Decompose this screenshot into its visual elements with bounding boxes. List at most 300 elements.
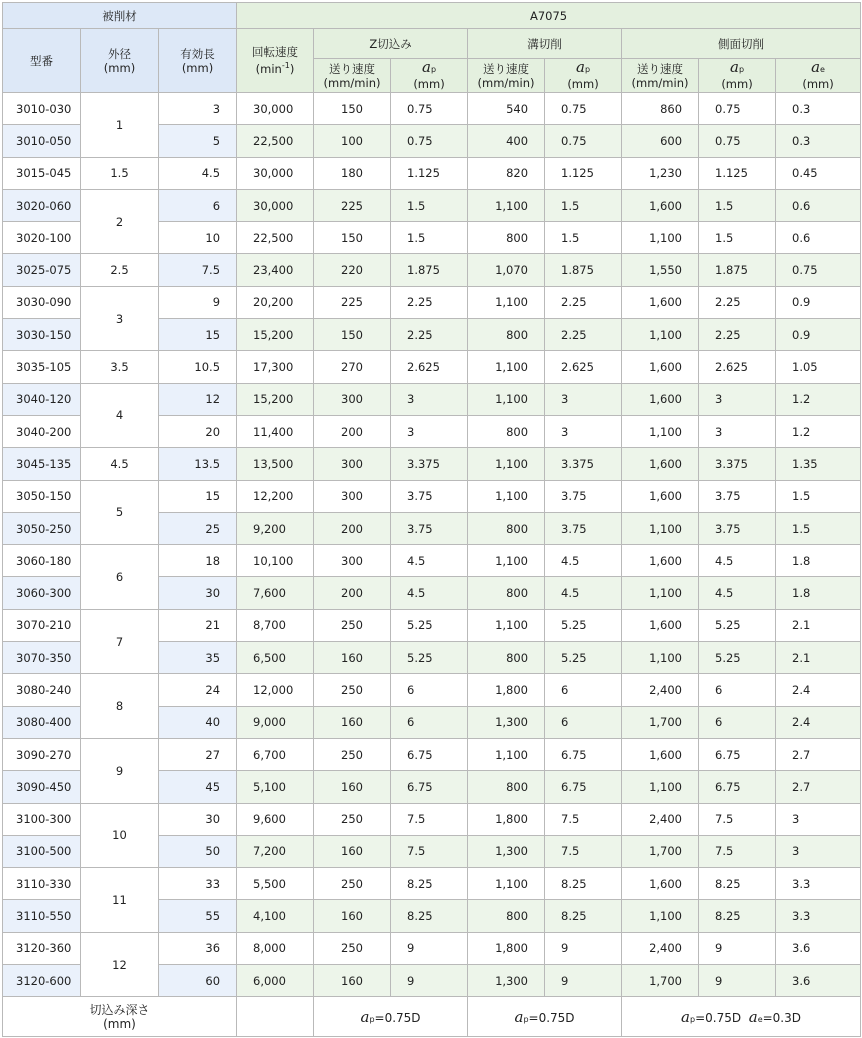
groove-feed-cell: 820 (468, 157, 545, 189)
diameter-cell: 5 (81, 480, 159, 545)
depth-z-formula: ap=0.75D (314, 997, 468, 1037)
side-ae-cell: 1.8 (776, 545, 861, 577)
model-cell: 3090-270 (3, 738, 81, 770)
side-ae-cell: 3.3 (776, 900, 861, 932)
z-feed-cell: 150 (314, 319, 391, 351)
groove-feed-cell: 1,300 (468, 835, 545, 867)
model-cell: 3120-600 (3, 965, 81, 997)
length-cell: 36 (159, 932, 237, 964)
z-ap-cell: 0.75 (391, 93, 468, 125)
groove-feed-cell: 1,100 (468, 868, 545, 900)
table-row (3, 868, 861, 900)
rpm-cell: 6,700 (237, 738, 314, 770)
rpm-cell: 11,400 (237, 415, 314, 447)
z-feed-cell: 200 (314, 415, 391, 447)
rpm-cell: 9,600 (237, 803, 314, 835)
diameter-cell: 10 (81, 803, 159, 868)
depth-side-formula: ap=0.75D ae=0.3D (622, 997, 861, 1037)
side-ae-cell: 0.9 (776, 286, 861, 318)
model-cell: 3100-500 (3, 835, 81, 867)
table-row (3, 932, 861, 964)
side-ap-cell: 2.25 (699, 319, 776, 351)
side-ap-cell: 5.25 (699, 642, 776, 674)
groove-ap-cell: 6.75 (545, 771, 622, 803)
length-cell: 6 (159, 189, 237, 221)
side-feed-cell: 860 (622, 93, 699, 125)
z-feed-cell: 100 (314, 125, 391, 157)
length-cell: 13.5 (159, 448, 237, 480)
z-feed-cell: 200 (314, 512, 391, 544)
model-cell: 3030-150 (3, 319, 81, 351)
side-ap-header: ap (mm) (699, 59, 776, 93)
z-ap-cell: 6.75 (391, 738, 468, 770)
z-ap-cell: 6.75 (391, 771, 468, 803)
z-feed-cell: 270 (314, 351, 391, 383)
groove-ap-cell: 8.25 (545, 868, 622, 900)
group-header-row (3, 29, 861, 59)
z-feed-cell: 250 (314, 609, 391, 641)
z-feed-cell: 300 (314, 448, 391, 480)
diameter-cell: 12 (81, 932, 159, 997)
groove-feed-cell: 1,070 (468, 254, 545, 286)
side-ap-cell: 8.25 (699, 868, 776, 900)
side-feed-cell: 1,100 (622, 319, 699, 351)
rpm-cell: 13,500 (237, 448, 314, 480)
rpm-cell: 15,200 (237, 319, 314, 351)
rpm-cell: 15,200 (237, 383, 314, 415)
z-ap-cell: 0.75 (391, 125, 468, 157)
length-cell: 15 (159, 480, 237, 512)
length-cell: 4.5 (159, 157, 237, 189)
model-cell: 3020-060 (3, 189, 81, 221)
model-cell: 3100-300 (3, 803, 81, 835)
side-ae-cell: 2.7 (776, 738, 861, 770)
side-feed-cell: 1,700 (622, 706, 699, 738)
rpm-cell: 22,500 (237, 222, 314, 254)
groove-ap-cell: 2.25 (545, 319, 622, 351)
z-ap-cell: 7.5 (391, 835, 468, 867)
table-row (3, 545, 861, 577)
length-cell: 55 (159, 900, 237, 932)
groove-ap-cell: 1.875 (545, 254, 622, 286)
length-cell: 9 (159, 286, 237, 318)
side-ap-cell: 8.25 (699, 900, 776, 932)
length-cell: 27 (159, 738, 237, 770)
table-row (3, 609, 861, 641)
rpm-cell: 30,000 (237, 189, 314, 221)
groove-ap-cell: 0.75 (545, 93, 622, 125)
length-cell: 7.5 (159, 254, 237, 286)
model-cell: 3070-350 (3, 642, 81, 674)
groove-feed-cell: 800 (468, 642, 545, 674)
z-ap-cell: 4.5 (391, 545, 468, 577)
groove-ap-cell: 5.25 (545, 642, 622, 674)
table-row (3, 254, 861, 286)
length-cell: 35 (159, 642, 237, 674)
side-ap-cell: 3 (699, 383, 776, 415)
side-ae-cell: 2.1 (776, 609, 861, 641)
side-ae-cell: 2.7 (776, 771, 861, 803)
side-feed-cell: 1,100 (622, 415, 699, 447)
model-cell: 3070-210 (3, 609, 81, 641)
side-ae-cell: 2.4 (776, 674, 861, 706)
side-feed-cell: 1,600 (622, 609, 699, 641)
groove-feed-cell: 800 (468, 900, 545, 932)
table-row (3, 480, 861, 512)
side-ap-cell: 2.625 (699, 351, 776, 383)
side-ae-cell: 1.8 (776, 577, 861, 609)
length-cell: 40 (159, 706, 237, 738)
z-feed-cell: 225 (314, 189, 391, 221)
col-length: 有効長 (mm) (159, 29, 237, 93)
groove-feed-cell: 1,300 (468, 965, 545, 997)
rpm-cell: 7,600 (237, 577, 314, 609)
model-cell: 3110-550 (3, 900, 81, 932)
side-ap-cell: 6.75 (699, 771, 776, 803)
rpm-cell: 20,200 (237, 286, 314, 318)
rpm-cell: 17,300 (237, 351, 314, 383)
depth-footer-row (3, 997, 861, 1037)
group-z-cut: Z切込み (314, 29, 468, 59)
model-cell: 3120-360 (3, 932, 81, 964)
material-header-row (3, 3, 861, 29)
groove-feed-cell: 1,100 (468, 545, 545, 577)
side-ae-cell: 3 (776, 835, 861, 867)
z-ap-header: ap (mm) (391, 59, 468, 93)
table-body (3, 93, 861, 997)
side-ae-cell: 0.75 (776, 254, 861, 286)
groove-ap-cell: 1.5 (545, 222, 622, 254)
model-cell: 3080-400 (3, 706, 81, 738)
side-feed-cell: 1,100 (622, 222, 699, 254)
model-cell: 3050-250 (3, 512, 81, 544)
model-cell: 3090-450 (3, 771, 81, 803)
rpm-cell: 9,000 (237, 706, 314, 738)
groove-ap-cell: 4.5 (545, 577, 622, 609)
side-feed-cell: 1,600 (622, 545, 699, 577)
z-feed-header: 送り速度 (mm/min) (314, 59, 391, 93)
z-ap-cell: 5.25 (391, 609, 468, 641)
z-feed-cell: 150 (314, 222, 391, 254)
groove-ap-cell: 7.5 (545, 803, 622, 835)
z-ap-cell: 9 (391, 965, 468, 997)
z-feed-cell: 300 (314, 545, 391, 577)
length-cell: 33 (159, 868, 237, 900)
rpm-cell: 6,000 (237, 965, 314, 997)
z-feed-cell: 160 (314, 706, 391, 738)
side-ae-cell: 1.2 (776, 415, 861, 447)
z-ap-cell: 6 (391, 674, 468, 706)
rpm-cell: 30,000 (237, 157, 314, 189)
side-ap-cell: 0.75 (699, 125, 776, 157)
side-feed-cell: 1,600 (622, 480, 699, 512)
length-cell: 21 (159, 609, 237, 641)
side-ap-cell: 9 (699, 965, 776, 997)
model-cell: 3025-075 (3, 254, 81, 286)
side-ap-cell: 6 (699, 674, 776, 706)
side-feed-cell: 1,100 (622, 771, 699, 803)
side-ap-cell: 1.875 (699, 254, 776, 286)
side-ap-cell: 5.25 (699, 609, 776, 641)
side-feed-cell: 600 (622, 125, 699, 157)
z-feed-cell: 250 (314, 868, 391, 900)
model-cell: 3080-240 (3, 674, 81, 706)
rpm-cell: 5,500 (237, 868, 314, 900)
diameter-cell: 3.5 (81, 351, 159, 383)
side-ap-cell: 1.125 (699, 157, 776, 189)
groove-feed-cell: 1,800 (468, 674, 545, 706)
groove-ap-cell: 3 (545, 383, 622, 415)
z-ap-cell: 3.75 (391, 512, 468, 544)
table-row (3, 351, 861, 383)
z-feed-cell: 250 (314, 932, 391, 964)
z-feed-cell: 150 (314, 93, 391, 125)
side-ap-cell: 6 (699, 706, 776, 738)
side-ap-cell: 1.5 (699, 222, 776, 254)
rpm-cell: 12,000 (237, 674, 314, 706)
rpm-cell: 8,700 (237, 609, 314, 641)
side-feed-cell: 1,100 (622, 512, 699, 544)
length-cell: 24 (159, 674, 237, 706)
side-ae-cell: 1.05 (776, 351, 861, 383)
diameter-cell: 6 (81, 545, 159, 610)
z-feed-cell: 200 (314, 577, 391, 609)
z-ap-cell: 8.25 (391, 900, 468, 932)
side-feed-cell: 1,600 (622, 286, 699, 318)
groove-ap-cell: 3.75 (545, 512, 622, 544)
groove-feed-cell: 800 (468, 415, 545, 447)
model-cell: 3015-045 (3, 157, 81, 189)
diameter-cell: 2 (81, 189, 159, 254)
material-value: A7075 (237, 3, 861, 29)
diameter-cell: 11 (81, 868, 159, 933)
rpm-cell: 5,100 (237, 771, 314, 803)
groove-ap-cell: 9 (545, 932, 622, 964)
side-ae-cell: 1.5 (776, 512, 861, 544)
diameter-cell: 8 (81, 674, 159, 739)
side-ap-cell: 3.75 (699, 480, 776, 512)
table-row (3, 448, 861, 480)
side-ae-cell: 0.9 (776, 319, 861, 351)
table-row (3, 189, 861, 221)
groove-feed-cell: 1,100 (468, 480, 545, 512)
table-row (3, 803, 861, 835)
side-ae-cell: 1.35 (776, 448, 861, 480)
side-ae-cell: 3.6 (776, 965, 861, 997)
z-feed-cell: 250 (314, 803, 391, 835)
side-feed-cell: 2,400 (622, 932, 699, 964)
side-feed-cell: 1,100 (622, 642, 699, 674)
side-feed-cell: 1,700 (622, 835, 699, 867)
groove-ap-cell: 1.5 (545, 189, 622, 221)
side-ae-cell: 3.3 (776, 868, 861, 900)
rpm-cell: 10,100 (237, 545, 314, 577)
side-ae-header: ae (mm) (776, 59, 861, 93)
z-feed-cell: 160 (314, 900, 391, 932)
z-ap-cell: 6 (391, 706, 468, 738)
z-ap-cell: 3.375 (391, 448, 468, 480)
groove-feed-cell: 1,100 (468, 448, 545, 480)
group-side-cut: 側面切削 (622, 29, 861, 59)
groove-feed-cell: 800 (468, 771, 545, 803)
model-cell: 3060-180 (3, 545, 81, 577)
table-row (3, 286, 861, 318)
z-ap-cell: 2.25 (391, 319, 468, 351)
diameter-cell: 1.5 (81, 157, 159, 189)
groove-ap-cell: 3 (545, 415, 622, 447)
groove-feed-cell: 1,100 (468, 189, 545, 221)
length-cell: 3 (159, 93, 237, 125)
side-ap-cell: 2.25 (699, 286, 776, 318)
groove-ap-cell: 3.75 (545, 480, 622, 512)
side-ae-cell: 1.5 (776, 480, 861, 512)
side-ap-cell: 9 (699, 932, 776, 964)
rpm-cell: 6,500 (237, 642, 314, 674)
length-cell: 25 (159, 512, 237, 544)
table-row (3, 383, 861, 415)
table-row (3, 738, 861, 770)
table-row (3, 93, 861, 125)
rpm-cell: 4,100 (237, 900, 314, 932)
groove-ap-cell: 2.25 (545, 286, 622, 318)
z-ap-cell: 5.25 (391, 642, 468, 674)
z-ap-cell: 9 (391, 932, 468, 964)
side-feed-cell: 1,700 (622, 965, 699, 997)
groove-feed-cell: 1,100 (468, 351, 545, 383)
z-feed-cell: 160 (314, 965, 391, 997)
material-label: 被削材 (3, 3, 237, 29)
length-cell: 10.5 (159, 351, 237, 383)
side-ae-cell: 3 (776, 803, 861, 835)
length-cell: 30 (159, 803, 237, 835)
z-ap-cell: 3 (391, 415, 468, 447)
model-cell: 3040-200 (3, 415, 81, 447)
side-feed-cell: 1,550 (622, 254, 699, 286)
side-feed-cell: 2,400 (622, 803, 699, 835)
model-cell: 3110-330 (3, 868, 81, 900)
groove-feed-cell: 1,800 (468, 932, 545, 964)
side-feed-cell: 1,600 (622, 189, 699, 221)
rpm-cell: 9,200 (237, 512, 314, 544)
z-feed-cell: 160 (314, 642, 391, 674)
length-cell: 12 (159, 383, 237, 415)
col-diameter: 外径 (mm) (81, 29, 159, 93)
model-cell: 3040-120 (3, 383, 81, 415)
diameter-cell: 7 (81, 609, 159, 674)
side-ap-cell: 4.5 (699, 577, 776, 609)
groove-feed-cell: 1,800 (468, 803, 545, 835)
side-feed-header: 送り速度 (mm/min) (622, 59, 699, 93)
z-feed-cell: 160 (314, 771, 391, 803)
rpm-cell: 12,200 (237, 480, 314, 512)
model-cell: 3035-105 (3, 351, 81, 383)
table-row (3, 674, 861, 706)
side-ap-cell: 7.5 (699, 835, 776, 867)
groove-feed-cell: 540 (468, 93, 545, 125)
length-cell: 18 (159, 545, 237, 577)
groove-ap-cell: 6 (545, 706, 622, 738)
z-ap-cell: 2.625 (391, 351, 468, 383)
z-feed-cell: 160 (314, 835, 391, 867)
groove-feed-cell: 400 (468, 125, 545, 157)
side-feed-cell: 1,600 (622, 383, 699, 415)
side-feed-cell: 2,400 (622, 674, 699, 706)
groove-feed-cell: 800 (468, 512, 545, 544)
side-ap-cell: 3 (699, 415, 776, 447)
model-cell: 3030-090 (3, 286, 81, 318)
z-ap-cell: 3.75 (391, 480, 468, 512)
groove-ap-cell: 3.375 (545, 448, 622, 480)
side-feed-cell: 1,600 (622, 868, 699, 900)
groove-feed-cell: 1,100 (468, 383, 545, 415)
rpm-cell: 23,400 (237, 254, 314, 286)
groove-ap-cell: 8.25 (545, 900, 622, 932)
side-ap-cell: 4.5 (699, 545, 776, 577)
groove-ap-cell: 9 (545, 965, 622, 997)
diameter-cell: 3 (81, 286, 159, 351)
cutting-conditions-table (2, 2, 861, 1037)
side-ap-cell: 3.75 (699, 512, 776, 544)
groove-feed-header: 送り速度 (mm/min) (468, 59, 545, 93)
model-cell: 3020-100 (3, 222, 81, 254)
model-cell: 3010-030 (3, 93, 81, 125)
groove-ap-cell: 6.75 (545, 738, 622, 770)
groove-ap-cell: 4.5 (545, 545, 622, 577)
model-cell: 3050-150 (3, 480, 81, 512)
groove-ap-cell: 0.75 (545, 125, 622, 157)
z-feed-cell: 225 (314, 286, 391, 318)
depth-groove-formula: ap=0.75D (468, 997, 622, 1037)
side-ap-cell: 1.5 (699, 189, 776, 221)
side-ae-cell: 0.3 (776, 125, 861, 157)
table-row (3, 157, 861, 189)
diameter-cell: 1 (81, 93, 159, 158)
length-cell: 20 (159, 415, 237, 447)
diameter-cell: 4 (81, 383, 159, 448)
groove-ap-cell: 1.125 (545, 157, 622, 189)
depth-rpm-empty (237, 997, 314, 1037)
rpm-cell: 30,000 (237, 93, 314, 125)
side-ae-cell: 2.4 (776, 706, 861, 738)
z-feed-cell: 300 (314, 383, 391, 415)
side-ae-cell: 0.3 (776, 93, 861, 125)
length-cell: 60 (159, 965, 237, 997)
side-ae-cell: 2.1 (776, 642, 861, 674)
length-cell: 10 (159, 222, 237, 254)
depth-label: 切込み深さ (mm) (3, 997, 237, 1037)
groove-ap-cell: 7.5 (545, 835, 622, 867)
z-feed-cell: 180 (314, 157, 391, 189)
model-cell: 3010-050 (3, 125, 81, 157)
groove-ap-cell: 2.625 (545, 351, 622, 383)
col-model: 型番 (3, 29, 81, 93)
groove-ap-header: ap (mm) (545, 59, 622, 93)
model-cell: 3045-135 (3, 448, 81, 480)
groove-feed-cell: 800 (468, 319, 545, 351)
z-feed-cell: 250 (314, 738, 391, 770)
length-cell: 30 (159, 577, 237, 609)
rpm-cell: 8,000 (237, 932, 314, 964)
model-cell: 3060-300 (3, 577, 81, 609)
groove-feed-cell: 1,100 (468, 738, 545, 770)
side-feed-cell: 1,230 (622, 157, 699, 189)
side-ap-cell: 0.75 (699, 93, 776, 125)
z-ap-cell: 8.25 (391, 868, 468, 900)
rpm-cell: 22,500 (237, 125, 314, 157)
z-feed-cell: 250 (314, 674, 391, 706)
z-ap-cell: 1.5 (391, 189, 468, 221)
z-ap-cell: 7.5 (391, 803, 468, 835)
